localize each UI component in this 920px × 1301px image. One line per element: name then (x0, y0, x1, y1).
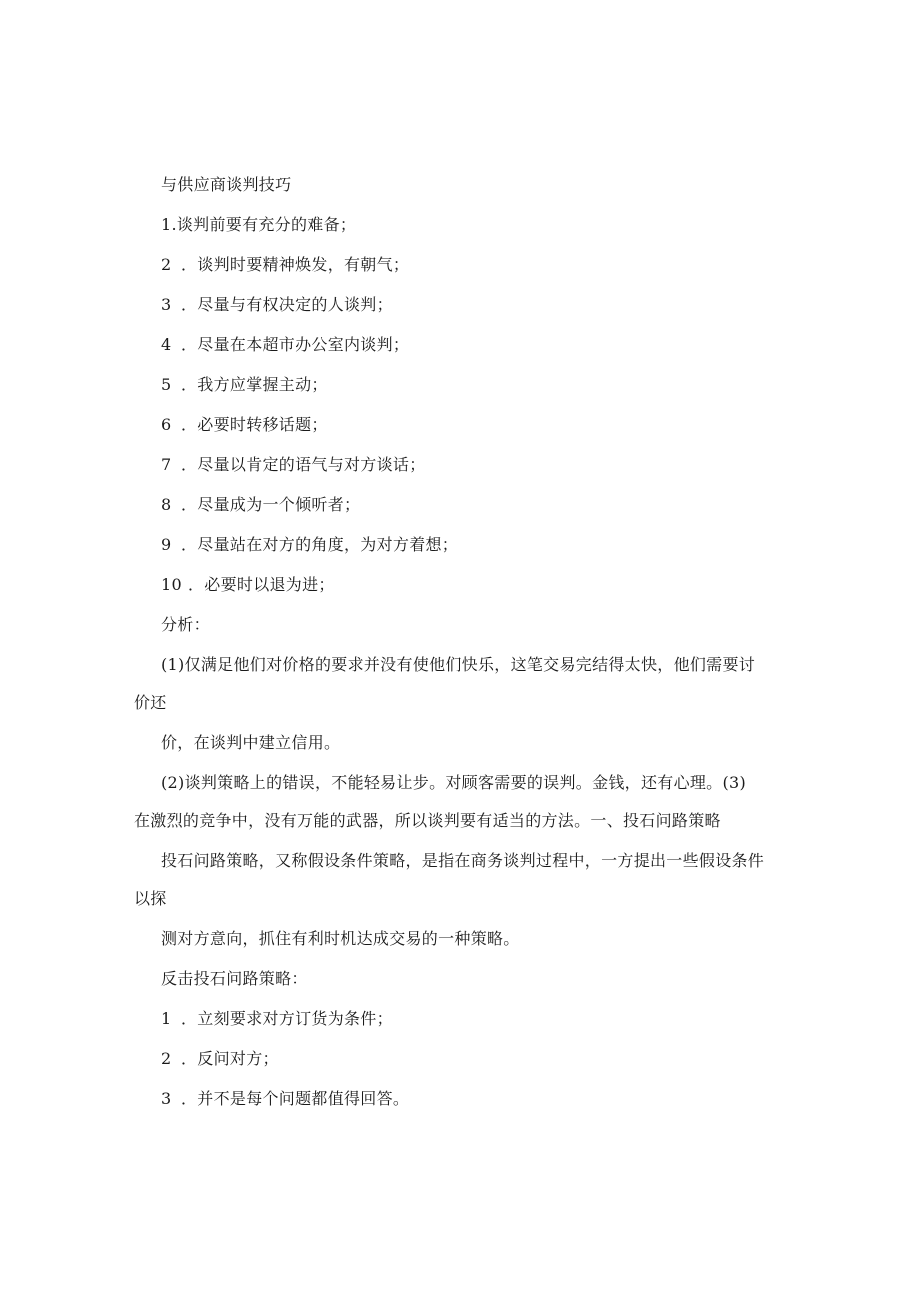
tip-text: ．必要时以退为进； (188, 575, 335, 594)
counter-number: 1 (161, 1009, 172, 1028)
analysis-paragraph-3-line-3: 测对方意向，抓住有利时机达成交易的一种策略。 (161, 929, 520, 948)
tip-item-8 (161, 495, 360, 515)
tip-number: 1. (161, 215, 177, 234)
tip-item-1 (161, 215, 356, 235)
counter-number: 2 (161, 1049, 172, 1068)
counter-text: ．并不是每个问题都值得回答。 (181, 1089, 410, 1108)
tip-item-9 (161, 535, 458, 555)
tip-number: 9 (161, 535, 172, 554)
analysis-paragraph-3-line-2: 以探 (134, 889, 167, 908)
tip-item-3 (161, 295, 393, 315)
tip-number: 2 (161, 255, 172, 274)
tip-text: ．尽量在本超市办公室内谈判； (181, 335, 410, 354)
tip-text: ．必要时转移话题； (181, 415, 328, 434)
tip-text: ．尽量站在对方的角度，为对方着想； (181, 535, 459, 554)
tip-item-6 (161, 415, 328, 435)
analysis-paragraph-1-line-1: (1)仅满足他们对价格的要求并没有使他们快乐，这笔交易完结得太快，他们需要讨 (161, 655, 756, 674)
tip-text: ．谈判时要精神焕发，有朝气； (181, 255, 410, 274)
tip-text: ．尽量与有权决定的人谈判； (181, 295, 393, 314)
tip-item-10 (161, 575, 335, 595)
counter-text: ．立刻要求对方订货为条件； (181, 1009, 393, 1028)
document-title: 与供应商谈判技巧 (161, 175, 292, 194)
tip-item-7 (161, 455, 426, 475)
tip-number: 10 (161, 575, 182, 594)
tip-text: 谈判前要有充分的难备； (176, 215, 357, 234)
tip-number: 5 (161, 375, 172, 394)
analysis-paragraph-3-line-1: 投石问路策略，又称假设条件策略，是指在商务谈判过程中，一方提出一些假设条件 (161, 851, 765, 870)
counter-number: 3 (161, 1089, 172, 1108)
tip-number: 7 (161, 455, 172, 474)
tip-number: 8 (161, 495, 172, 514)
analysis-paragraph-2-line-1: (2)谈判策略上的错误，不能轻易让步。对顾客需要的误判。金钱，还有心理。(3) (161, 773, 747, 792)
analysis-heading: 分析： (161, 615, 210, 634)
tip-item-2 (161, 255, 409, 275)
counter-text: ．反问对方； (181, 1049, 279, 1068)
counter-item-1 (161, 1009, 393, 1029)
analysis-paragraph-2-line-2: 在激烈的竞争中，没有万能的武器，所以谈判要有适当的方法。一、投石问路策略 (134, 811, 721, 830)
tip-text: ．尽量以肯定的语气与对方谈话； (181, 455, 426, 474)
analysis-paragraph-1-line-3: 价，在谈判中建立信用。 (161, 733, 341, 752)
tip-item-5 (161, 375, 328, 395)
counter-item-2 (161, 1049, 279, 1069)
analysis-paragraph-1-line-2: 价还 (134, 693, 167, 712)
tip-number: 4 (161, 335, 172, 354)
tip-text: ．我方应掌握主动； (181, 375, 328, 394)
tip-text: ．尽量成为一个倾听者； (181, 495, 361, 514)
tip-number: 6 (161, 415, 172, 434)
counter-heading: 反击投石问路策略： (161, 969, 308, 988)
tip-item-4 (161, 335, 409, 355)
counter-item-3 (161, 1089, 409, 1109)
tip-number: 3 (161, 295, 172, 314)
